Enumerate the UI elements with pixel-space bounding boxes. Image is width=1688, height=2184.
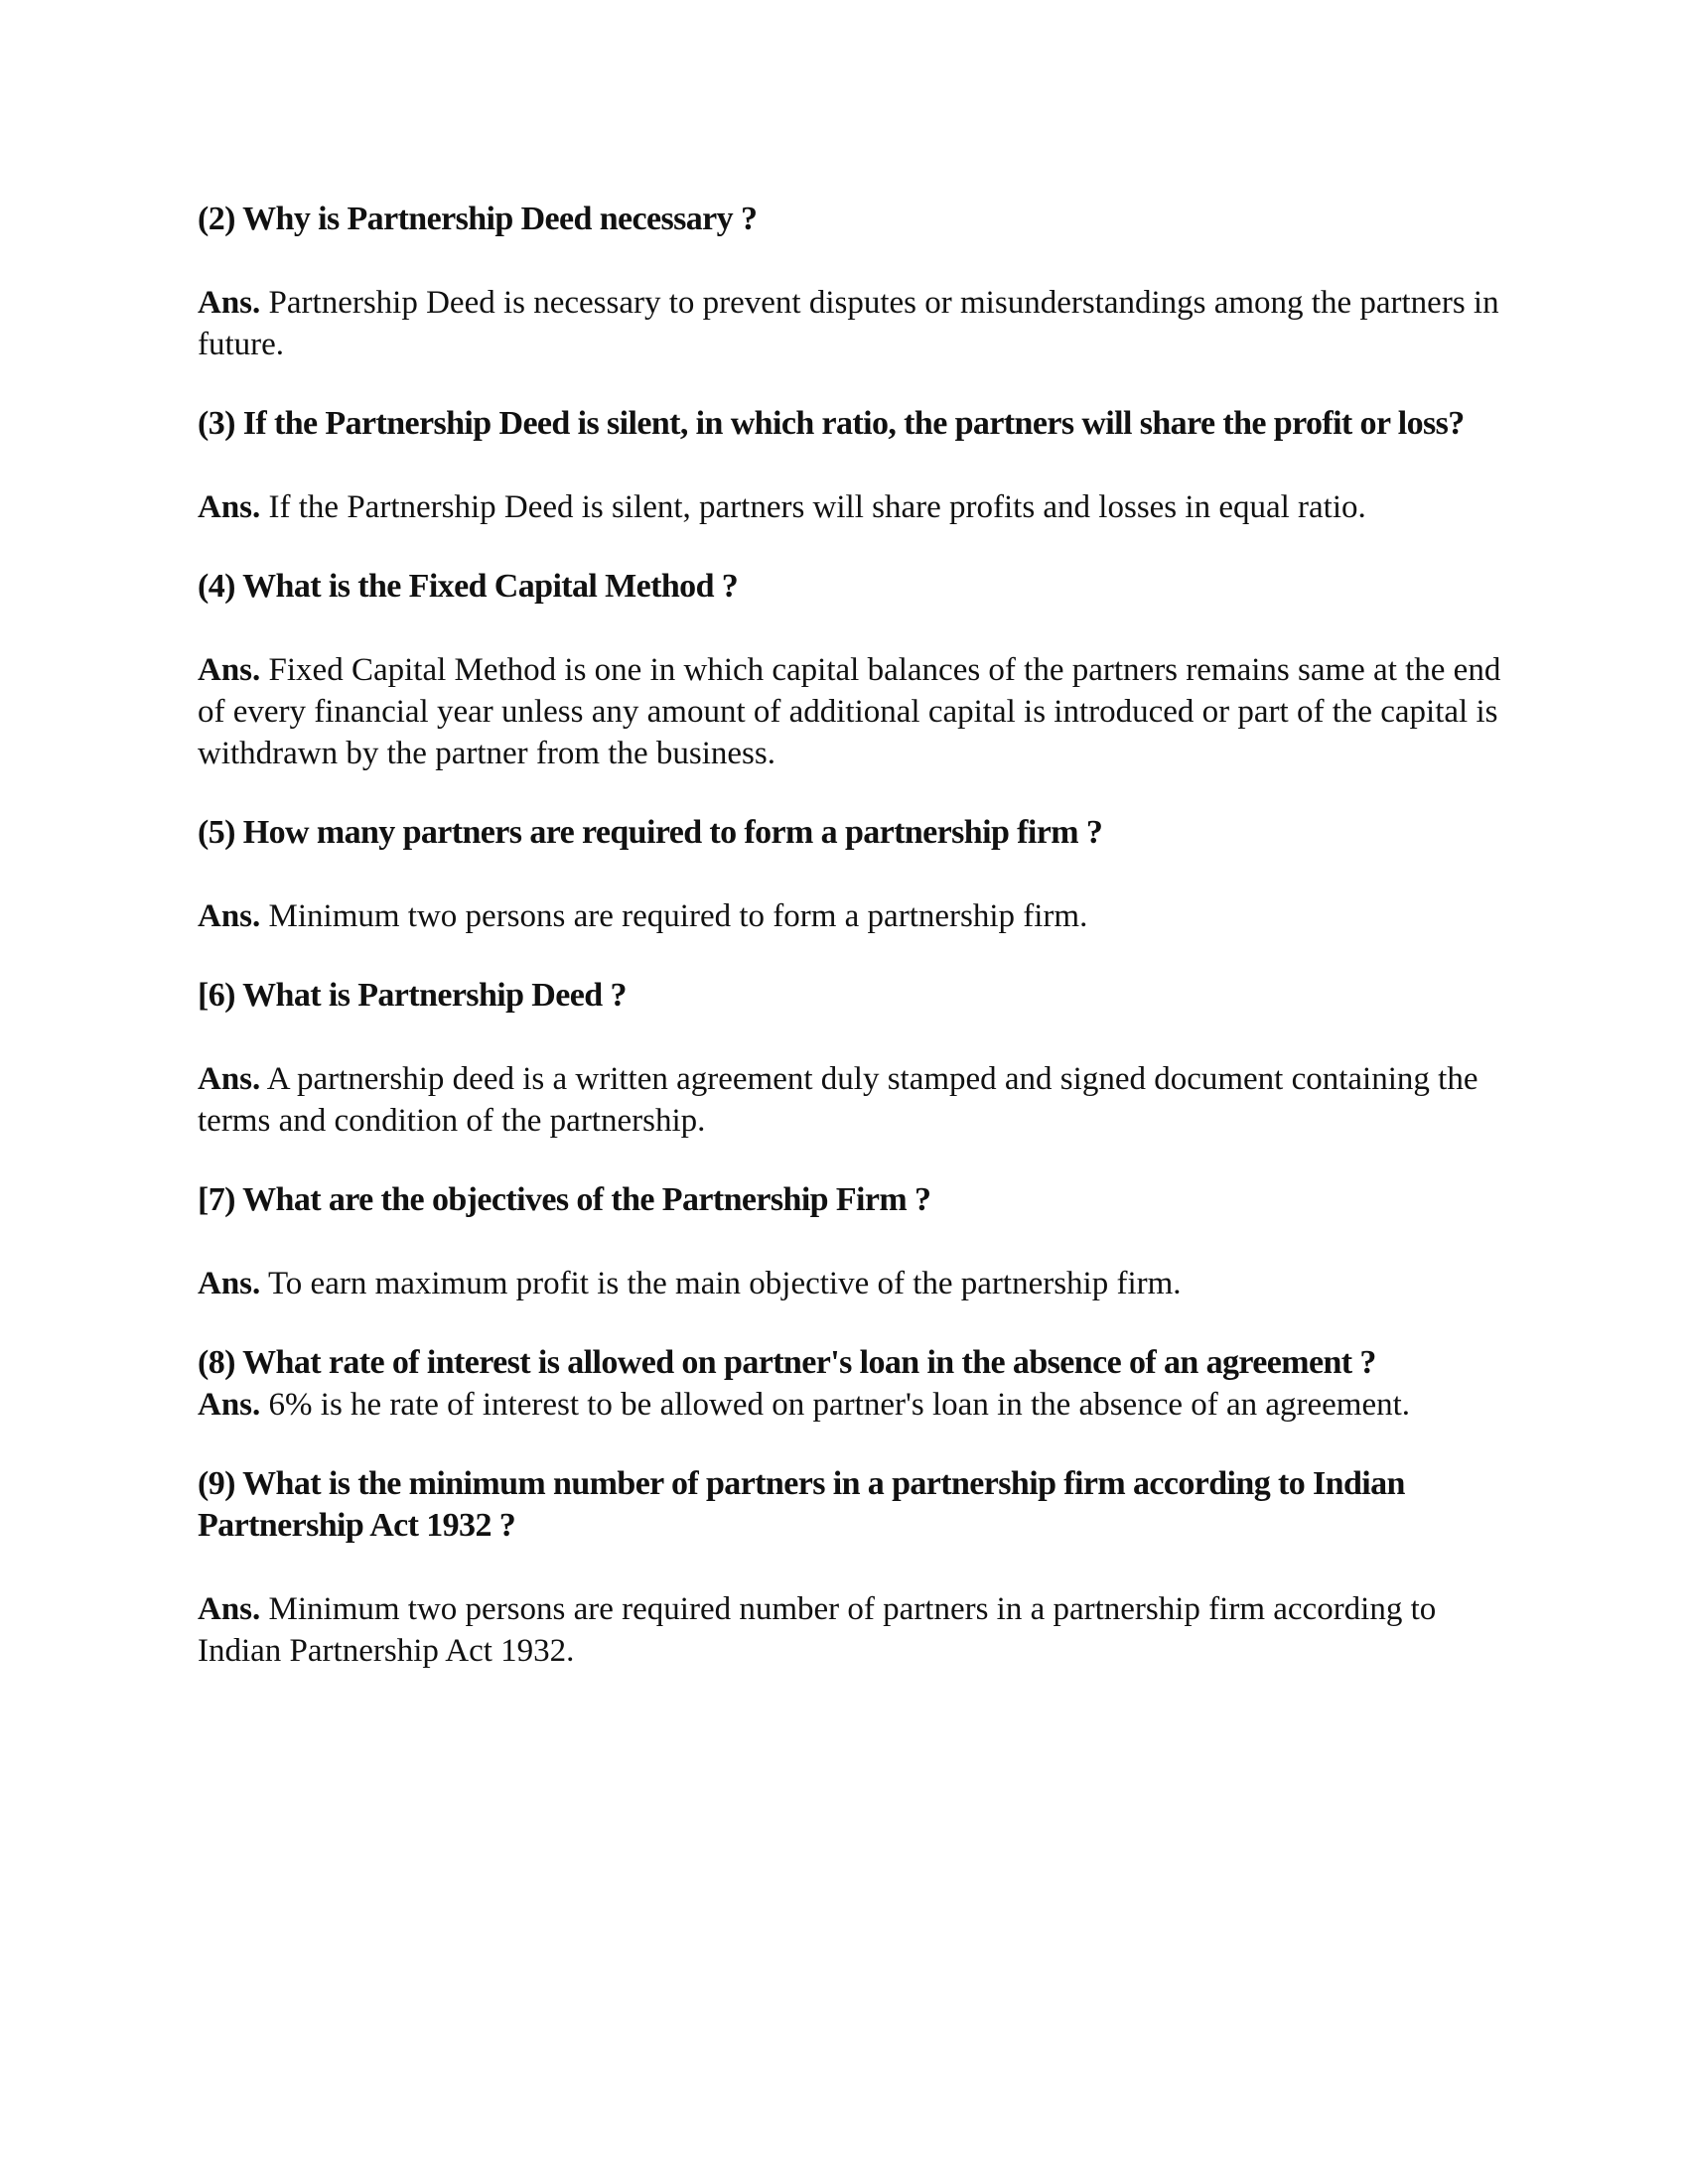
question-6: [6) What is Partnership Deed ? <box>198 977 627 1014</box>
answer-label: Ans. <box>198 1266 261 1301</box>
answer-label: Ans. <box>198 1061 261 1097</box>
question-8: (8) What rate of interest is allowed on partner's loan in the absence of an agreement ? <box>198 1344 1376 1381</box>
answer-text: Fixed Capital Method is one in which capital balances of the partners remains same at the end of every financial year unless any amount of additional capital is introduced or part of the capital is withdrawn by the partner from the business. <box>198 652 1501 771</box>
qa-item-2 <box>198 199 1508 365</box>
question-3: (3) If the Partnership Deed is silent, in which ratio, the partners will share the profit or loss? <box>198 405 1465 442</box>
answer-5 <box>198 895 1508 937</box>
answer-text: A partnership deed is a written agreement duly stamped and signed document containing the terms and condition of the partnership. <box>198 1061 1478 1139</box>
answer-text: If the Partnership Deed is silent, partners will share profits and losses in equal ratio. <box>268 489 1366 525</box>
answer-text: Minimum two persons are required number of partners in a partnership firm according to Indian Partnership Act 1932. <box>198 1591 1437 1669</box>
answer-label: Ans. <box>198 285 261 321</box>
answer-text: 6% is he rate of interest to be allowed on partner's loan in the absence of an agreement. <box>268 1387 1411 1423</box>
qa-item-7 <box>198 1179 1508 1304</box>
answer-7 <box>198 1263 1508 1304</box>
question-7: [7) What are the objectives of the Partnership Firm ? <box>198 1181 931 1218</box>
qa-item-5 <box>198 812 1508 937</box>
question-9: (9) What is the minimum number of partners in a partnership firm according to Indian Partnership Act 1932 ? <box>198 1465 1405 1544</box>
qa-item-9 <box>198 1463 1508 1672</box>
answer-4 <box>198 649 1508 774</box>
question-2: (2) Why is Partnership Deed necessary ? <box>198 201 758 237</box>
answer-label: Ans. <box>198 489 261 525</box>
answer-text: Minimum two persons are required to form a partnership firm. <box>268 898 1088 934</box>
qa-item-8 <box>198 1342 1508 1426</box>
answer-2 <box>198 282 1508 365</box>
answer-3 <box>198 486 1508 528</box>
answer-label: Ans. <box>198 652 261 688</box>
answer-9 <box>198 1588 1508 1672</box>
document-page <box>198 199 1508 1709</box>
qa-item-4 <box>198 566 1508 774</box>
answer-label: Ans. <box>198 1591 261 1627</box>
question-5: (5) How many partners are required to form a partnership firm ? <box>198 814 1103 851</box>
qa-item-3 <box>198 403 1508 528</box>
answer-label: Ans. <box>198 898 261 934</box>
answer-text: Partnership Deed is necessary to prevent disputes or misunderstandings among the partners in future. <box>198 285 1499 362</box>
answer-label: Ans. <box>198 1387 261 1423</box>
answer-text: To earn maximum profit is the main objective of the partnership firm. <box>267 1266 1182 1301</box>
qa-item-6 <box>198 975 1508 1142</box>
answer-6 <box>198 1058 1508 1142</box>
question-4: (4) What is the Fixed Capital Method ? <box>198 568 739 605</box>
answer-8 <box>198 1384 1508 1426</box>
